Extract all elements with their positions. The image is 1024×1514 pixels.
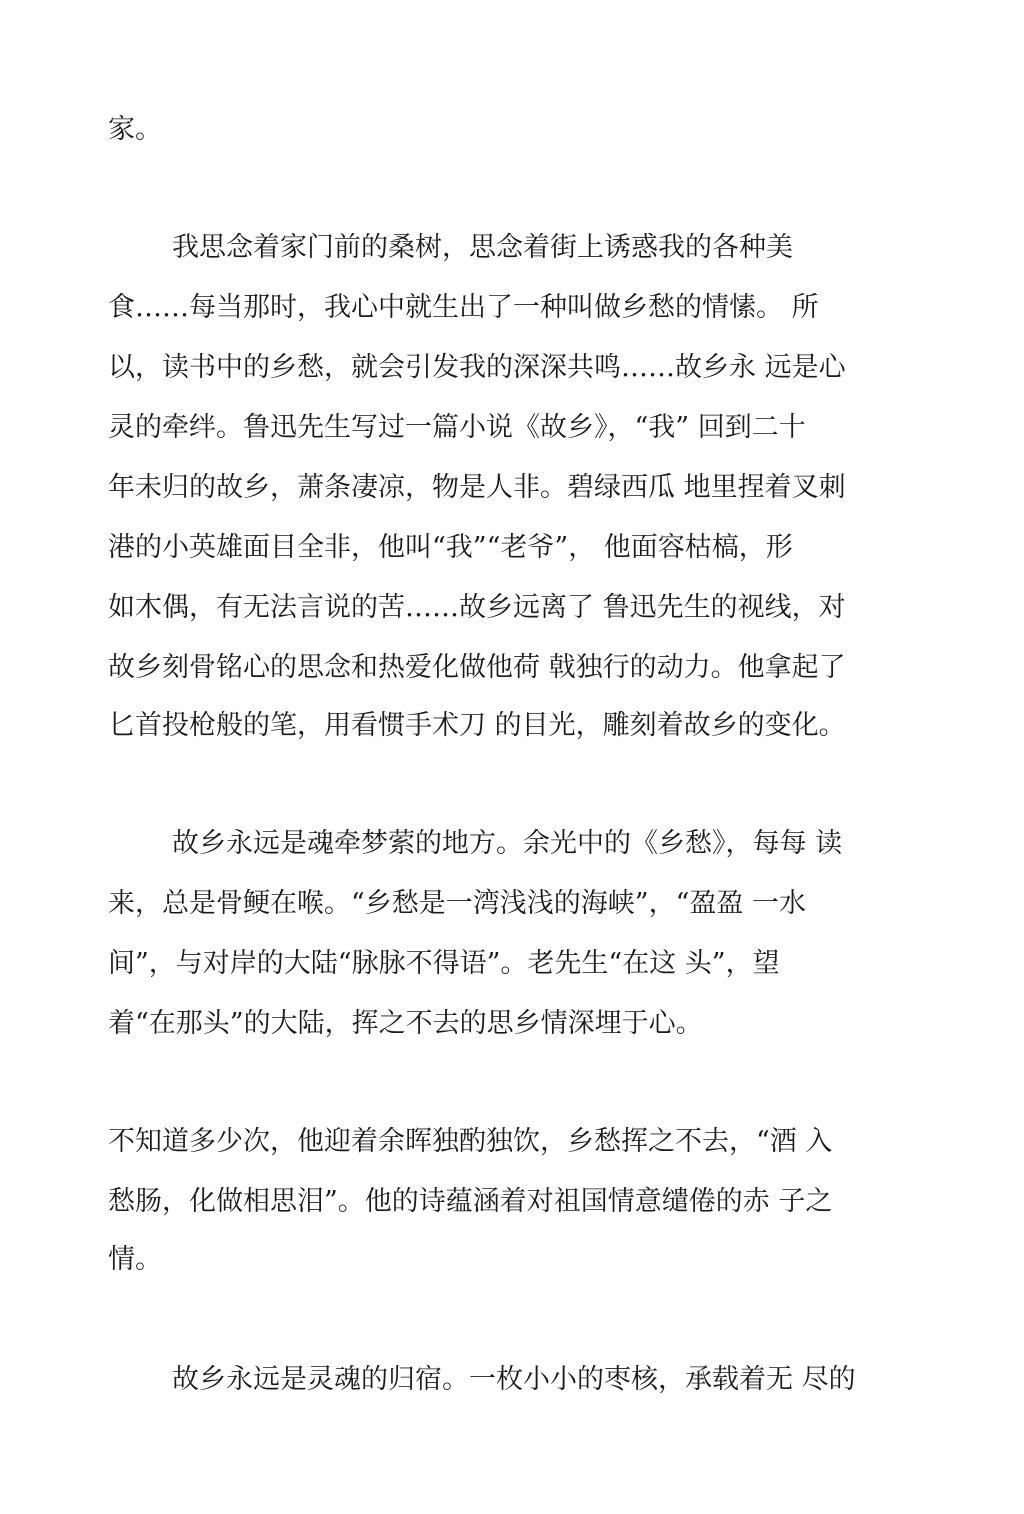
- text-line: 故乡刻骨铭心的思念和热爱化做他荷 戟独行的动力。他拿起了: [108, 652, 846, 683]
- text-line: 我思念着家门前的桑树，思念着街上诱惑我的各种美: [172, 232, 793, 263]
- text-line: 间”，与对岸的大陆“脉脉不得语”。老先生“在这 头”，望: [108, 948, 780, 979]
- text-line: 着“在那头”的大陆，挥之不去的思乡情深埋于心。: [108, 1008, 703, 1039]
- text-line: 灵的牵绊。鲁迅先生写过一篇小说《故乡》，“我” 回到二十: [108, 412, 806, 443]
- text-line: 故乡永远是魂牵梦萦的地方。余光中的《乡愁》，每每 读: [172, 828, 843, 859]
- text-line: 情。: [108, 1244, 162, 1275]
- text-line: 食……每当那时，我心中就生出了一种叫做乡愁的情愫。 所: [108, 292, 819, 323]
- text-line: 匕首投枪般的笔，用看惯手术刀 的目光，雕刻着故乡的变化。: [108, 710, 846, 741]
- text-line: 年未归的故乡，萧条凄凉，物是人非。碧绿西瓜 地里捏着叉刺: [108, 472, 846, 503]
- text-line: 家。: [108, 114, 162, 145]
- text-line: 来，总是骨鲠在喉。“乡愁是一湾浅浅的海峡”，“盈盈 一水: [108, 888, 806, 919]
- text-line: 愁肠，化做相思泪”。他的诗蕴涵着对祖国情意缱倦的赤 子之: [108, 1186, 833, 1217]
- text-line: 以，读书中的乡愁，就会引发我的深深共鸣……故乡永 远是心: [108, 352, 846, 383]
- text-line: 如木偶，有无法言说的苦……故乡远离了 鲁迅先生的视线，对: [108, 592, 846, 623]
- text-line: 故乡永远是灵魂的归宿。一枚小小的枣核，承载着无 尽的: [172, 1364, 856, 1395]
- text-line: 不知道多少次，他迎着余晖独酌独饮，乡愁挥之不去，“酒 入: [108, 1126, 833, 1157]
- text-line: 港的小英雄面目全非，他叫“我”“老爷”， 他面容枯槁，形: [108, 532, 793, 563]
